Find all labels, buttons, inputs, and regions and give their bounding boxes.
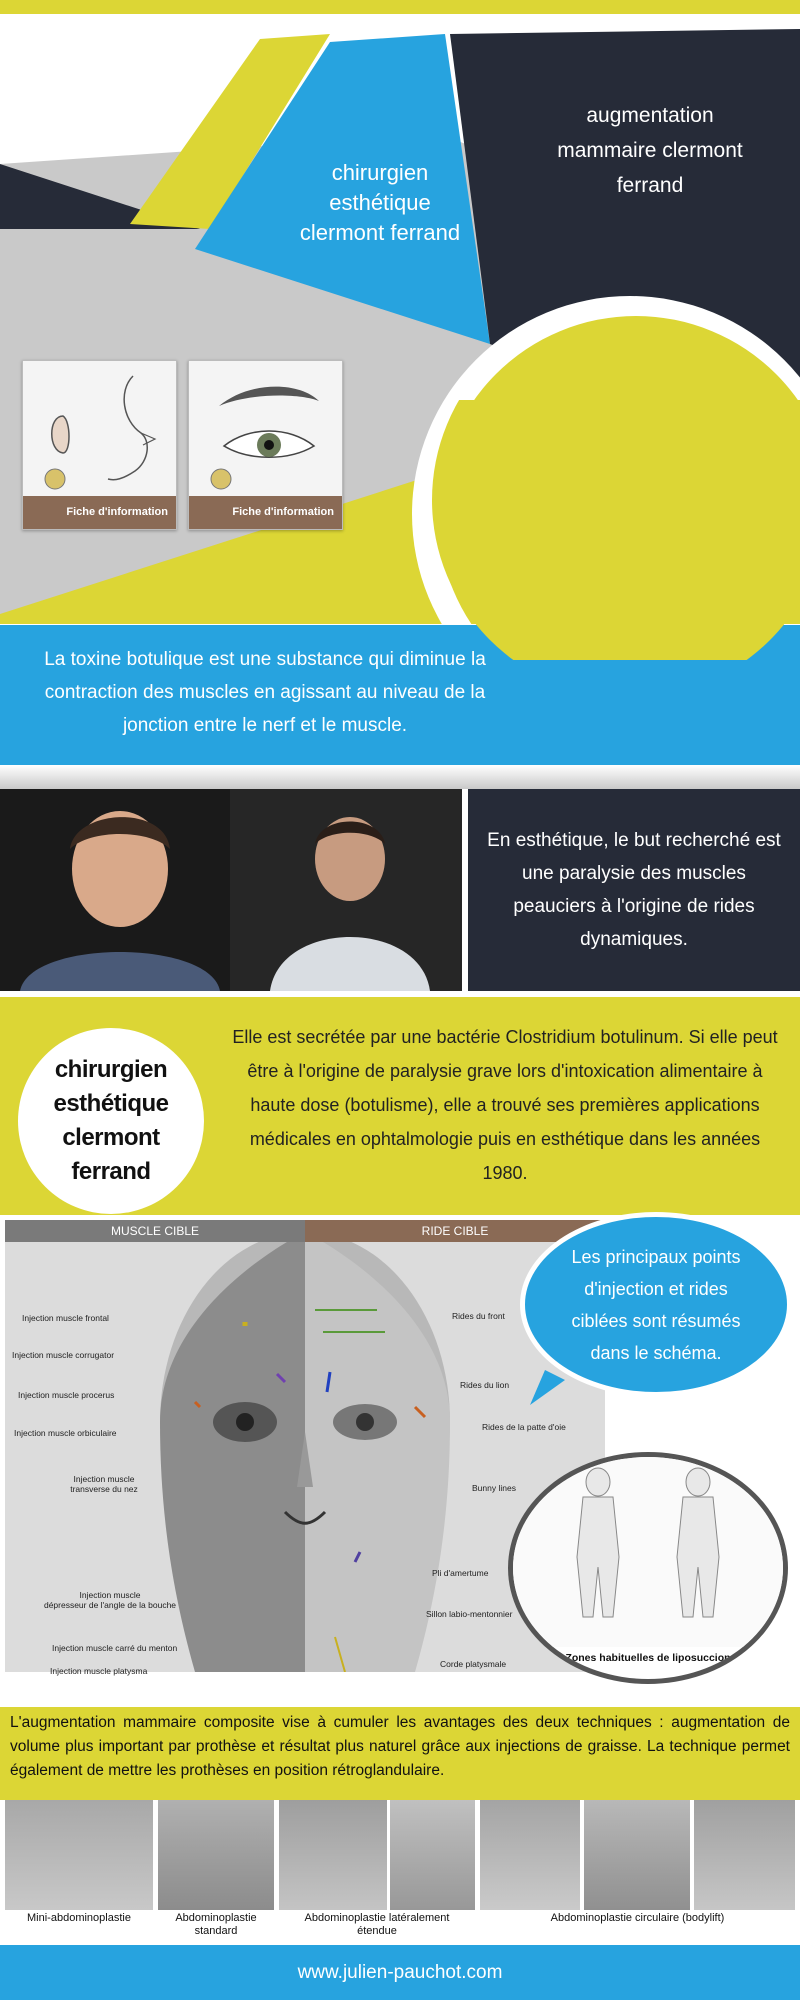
gallery-caption-bodylift: Abdominoplastie circulaire (bodylift) [550, 1912, 725, 1924]
diagram-label-left-0: Injection muscle frontal [22, 1313, 109, 1323]
gallery-caption-mini: Mini-abdominoplastie [27, 1912, 131, 1924]
diagram-label-right-1: Rides du lion [460, 1380, 510, 1390]
banner-circle-overlay [400, 400, 800, 660]
ear-sketch-image [23, 361, 176, 496]
diagram-label-left-7: Injection muscle platysma [50, 1666, 148, 1676]
dark-wedge-text: augmentation mammaire clermont ferrand [557, 103, 743, 197]
banner-text: La toxine botulique est une substance qui diminue la contraction des muscles en agissant au niveau de la jonction entre le nerf et le muscle. [44, 649, 486, 736]
gallery-photo-mini [5, 1800, 153, 1910]
gallery-photo-standard [158, 1800, 274, 1910]
diagram-label-right-3: Bunny lines [472, 1483, 516, 1493]
badge-text: chirurgien esthétique clermont ferrand [53, 1056, 169, 1185]
body-silhouettes-image [513, 1457, 783, 1647]
diagram-label-left-4: Injection muscle transverse du nez [70, 1474, 138, 1494]
diagram-label-right-5: Sillon labio-mentonnier [426, 1609, 513, 1619]
surgeon-portrait-photo [0, 789, 462, 991]
gallery-photo-bodylift-2 [584, 1800, 690, 1910]
diagram-header-left: MUSCLE CIBLE [5, 1220, 305, 1242]
footer-bar [0, 1945, 800, 2000]
eye-sketch-image [189, 361, 342, 496]
gallery-photo-lateral-2 [390, 1800, 475, 1910]
diagram-label-left-2: Injection muscle procerus [18, 1390, 115, 1400]
section3-text: Elle est secrétée par une bactérie Clostridium botulinum. Si elle peut être à l'origine de paralysie grave lors d'intoxication alimentaire à haute dose (botulisme), elle a trouvé ses premières applications médicales en ophtalmologie puis en esthétique dans les années 1980. [232, 1027, 778, 1183]
info-card-ear-label: Fiche d'information [23, 496, 176, 529]
diagram-label-right-2: Rides de la patte d'oie [482, 1422, 566, 1432]
gallery-caption-standard: Abdominoplastie standard [175, 1912, 257, 1937]
diagram-label-left-3: Injection muscle orbiculaire [14, 1428, 117, 1438]
gallery-photo-bodylift-1 [480, 1800, 580, 1910]
diagram-label-left-5: Injection muscle dépresseur de l'angle de la bouche [43, 1590, 177, 1610]
info-text: L'augmentation mammaire composite vise à cumuler les avantages des deux techniques : augmentation de volume plus important par prothèse et résultat plus naturel grâce aux injections de graisse. La technique permet également de mettre les prothèses en position rétroglandulaire. [10, 1714, 790, 1779]
blue-wedge-text: chirurgien esthétique clermont ferrand [299, 160, 461, 245]
lipo-caption: Zones habituelles de liposuccion [565, 1652, 731, 1664]
diagram-label-right-4: Pli d'amertume [432, 1568, 489, 1578]
speech-bubble-text: Les principaux points d'injection et rides ciblées sont résumés dans le schéma. [571, 1246, 741, 1363]
gray-separator [0, 765, 800, 789]
badge-circle [18, 1028, 204, 1214]
section2-panel [468, 789, 800, 991]
gallery-photo-bodylift-3 [694, 1800, 795, 1910]
top-yellow-bar [0, 0, 800, 14]
info-card-eye-label: Fiche d'information [189, 496, 342, 529]
speech-bubble-tail [530, 1370, 570, 1410]
diagram-label-right-6: Corde platysmale [440, 1659, 507, 1669]
footer-url-link[interactable]: www.julien-pauchot.com [297, 1961, 503, 1983]
diagram-label-left-6: Injection muscle carré du menton [52, 1643, 178, 1653]
section2-text: En esthétique, le but recherché est une paralysie des muscles peauciers à l'origine de rides dynamiques. [487, 830, 781, 950]
surgeon-portrait-image [0, 789, 462, 991]
info-card-eye[interactable] [188, 360, 343, 530]
diagram-label-right-0: Rides du front [452, 1311, 505, 1321]
diagram-header-right: RIDE CIBLE [305, 1220, 605, 1242]
lipo-circle [508, 1452, 788, 1684]
info-card-ear[interactable] [22, 360, 177, 530]
diagram-label-left-1: Injection muscle corrugator [12, 1350, 115, 1360]
gallery-caption-lateral: Abdominoplastie latéralement étendue [304, 1912, 450, 1937]
info-strip [0, 1707, 800, 1800]
gallery-photo-lateral-1 [279, 1800, 387, 1910]
